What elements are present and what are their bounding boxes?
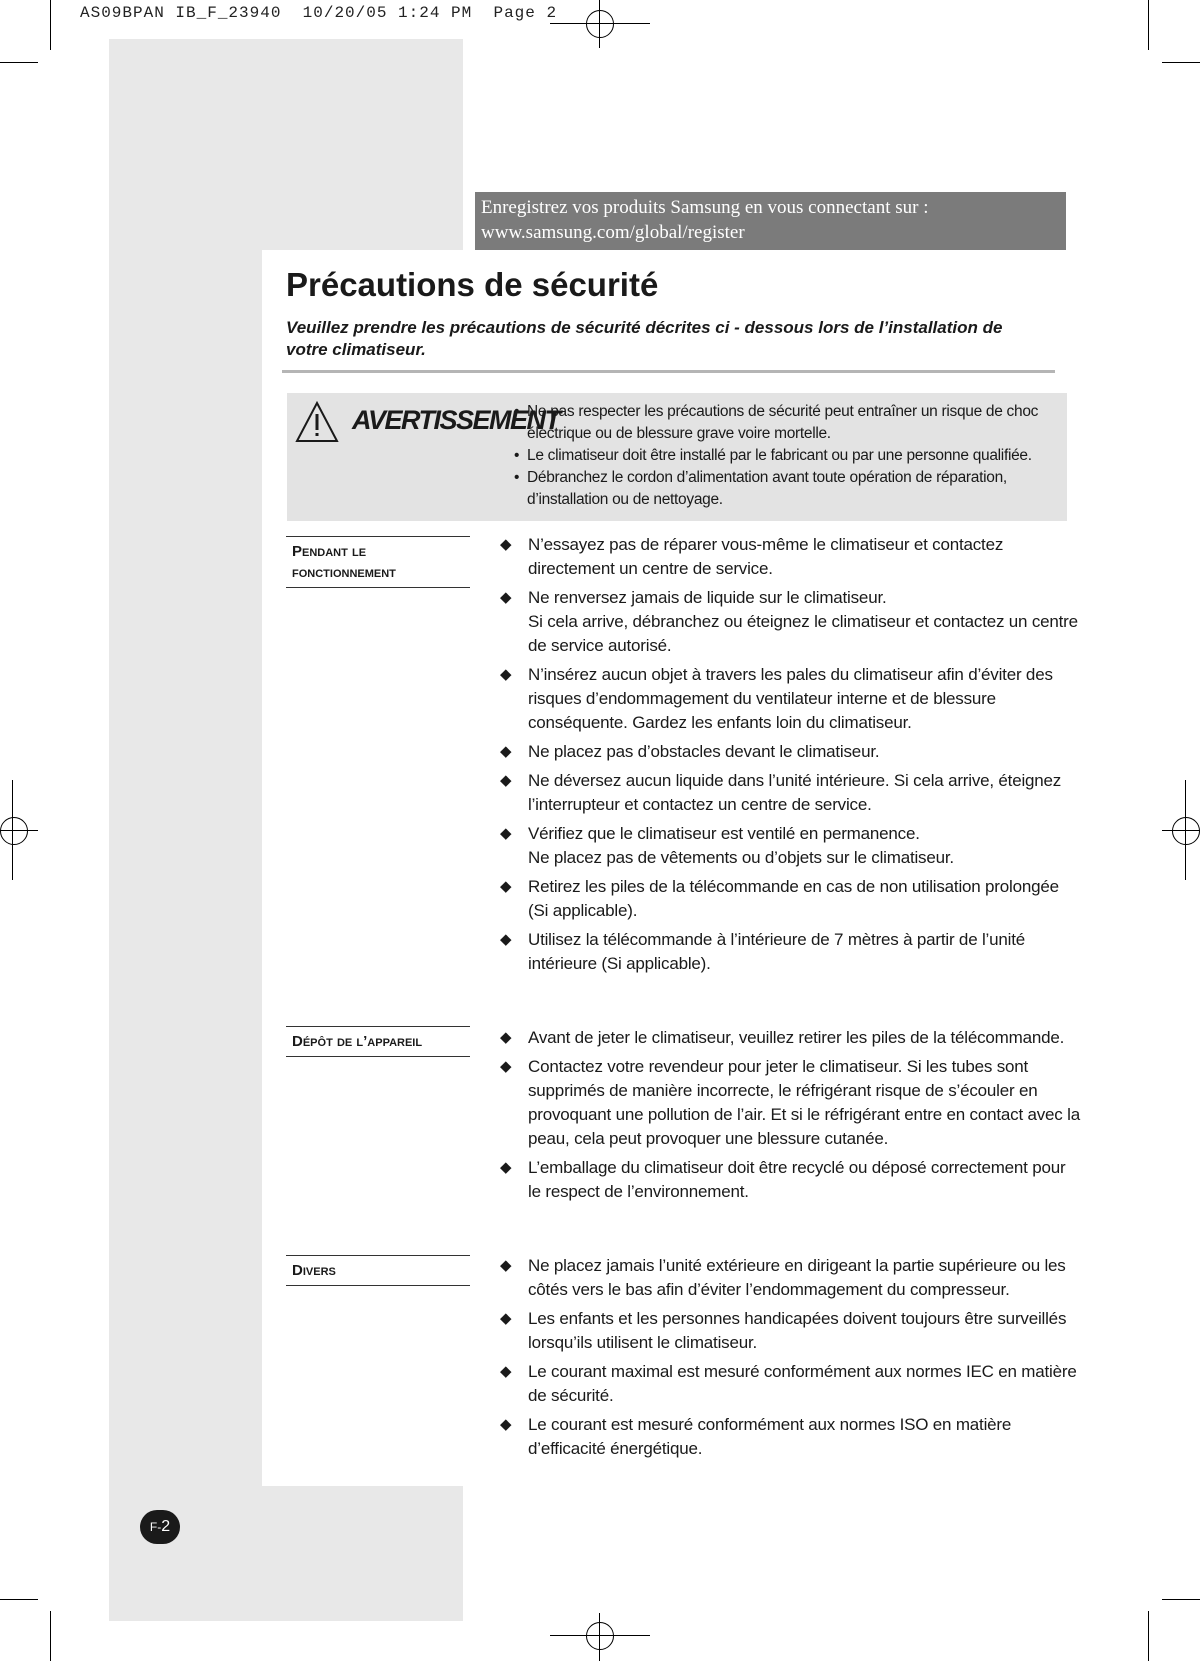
section-heading-line: Dépôt de l’appareil [292,1033,423,1050]
list-item-text: Si cela arrive, débranchez ou éteignez le climatiseur et contactez un centre de service autorisé. [528,612,1078,655]
register-banner [475,192,1066,250]
warning-item: • Ne pas respecter les précautions de sécurité peut entraîner un risque de choc électrique ou de blessure grave voire mortelle. [514,401,1069,445]
list-item [500,533,1080,581]
list-item-text: ◆ Le courant maximal est mesuré conformément aux normes IEC en matière de sécurité. [528,1362,1077,1405]
list-item-text: ◆ Ne placez jamais l’unité extérieure en dirigeant la partie supérieure ou les côtés vers le bas afin d’éviter l’endommagement du compresseur. [528,1256,1066,1299]
list-item [500,1413,1080,1461]
bullet-list-misc [500,1254,1080,1466]
page-number: 2 [161,1518,171,1535]
page-title: Précautions de sécurité [286,266,659,303]
section-heading-misc [286,1255,470,1286]
crop-mark [1148,0,1149,50]
bullet-list-disposal [500,1026,1080,1209]
list-item [500,1055,1080,1151]
registration-line [599,0,600,48]
crop-mark [1162,62,1200,63]
list-item-text: ◆ Contactez votre revendeur pour jeter le climatiseur. Si les tubes sont supprimés de manière incorrecte, le réfrigérant risque de s’écouler en provoquant une pollution de l’air. Et si le réfrigérant entre en contact avec la peau, cela peut provoquer une blessure cutanée. [528,1057,1080,1148]
list-item-text: ◆ Ne déversez aucun liquide dans l’unité intérieure. Si cela arrive, éteignez l’interrupteur et contactez un centre de service. [528,771,1062,814]
crop-mark [0,1599,38,1600]
list-item [500,822,1080,870]
registration-mark [0,817,28,845]
list-item-text: ◆ Ne renversez jamais de liquide sur le climatiseur. [528,588,887,607]
list-item [500,875,1080,923]
page-number-badge [140,1510,180,1544]
crop-mark [1148,1611,1149,1661]
registration-line [1162,830,1200,831]
list-item [500,663,1080,735]
registration-line [550,1635,650,1636]
registration-mark [586,10,614,38]
list-item [500,1307,1080,1355]
list-item [500,1156,1080,1204]
crop-mark [1162,1599,1200,1600]
registration-line [550,23,650,24]
list-item-text: ◆ Les enfants et les personnes handicapées doivent toujours être surveillés lorsqu’ils utilisent le climatiseur. [528,1309,1067,1352]
list-item-text: Ne placez pas de vêtements ou d’objets sur le climatiseur. [528,848,954,867]
section-heading-line: Divers [292,1262,336,1279]
register-text: Enregistrez vos produits Samsung en vous connectant sur : [481,197,929,218]
page-number-prefix: F- [149,1520,162,1534]
list-item-text: ◆ Le courant est mesuré conformément aux normes ISO en matière d’efficacité énergétique. [528,1415,1012,1458]
list-item [500,1026,1080,1050]
bullet-list-operation [500,533,1080,981]
section-heading-disposal [286,1026,470,1057]
print-slug: AS09BPAN IB_F_23940 10/20/05 1:24 PM Page 2 [80,4,558,22]
list-item [500,928,1080,976]
list-item-text: ◆ Vérifiez que le climatiseur est ventilé en permanence. [528,824,920,843]
section-heading-operation [286,536,470,588]
list-item-text: ◆ N’insérez aucun objet à travers les pales du climatiseur afin d’éviter des risques d’endommagement du ventilateur interne et de blessure conséquente. Gardez les enfants loin du climatiseur. [528,665,1053,732]
register-url[interactable]: www.samsung.com/global/register [481,222,745,243]
page-subtitle: Veuillez prendre les précautions de sécurité décrites ci - dessous lors de l’installation de votre climatiseur. [286,318,1003,359]
list-item [500,1360,1080,1408]
registration-line [599,1613,600,1661]
warning-item: • Débranchez le cordon d’alimentation avant toute opération de réparation, d’installation ou de nettoyage. [514,467,1069,511]
registration-line [0,830,38,831]
crop-mark [50,0,51,50]
list-item [500,586,1080,658]
list-item-text: ◆ L’emballage du climatiseur doit être recyclé ou déposé correctement pour le respect de l’environnement. [528,1158,1066,1201]
warning-list [514,401,1069,511]
list-item-text: ◆ N’essayez pas de réparer vous-même le climatiseur et contactez directement un centre de service. [528,535,1004,578]
list-item-text: ◆ Ne placez pas d’obstacles devant le climatiseur. [528,742,880,761]
crop-mark [50,1611,51,1661]
warning-triangle-icon [295,401,339,443]
list-item [500,769,1080,817]
list-item [500,740,1080,764]
warning-item: • Le climatiseur doit être installé par le fabricant ou par une personne qualifiée. [514,445,1069,467]
list-item [500,1254,1080,1302]
list-item-text: ◆ Retirez les piles de la télécommande en cas de non utilisation prolongée (Si applicable). [528,877,1059,920]
list-item-text: ◆ Utilisez la télécommande à l’intérieure de 7 mètres à partir de l’unité intérieure (Si applicable). [528,930,1025,973]
registration-mark [586,1622,614,1650]
section-heading-line: Pendant le [292,543,367,560]
crop-mark [0,62,38,63]
warning-label: AVERTISSEMENT [352,405,560,435]
title-divider [282,370,1055,373]
list-item-text: ◆ Avant de jeter le climatiseur, veuillez retirer les piles de la télécommande. [528,1028,1065,1047]
section-heading-line: fonctionnement [292,564,396,581]
registration-mark [1172,817,1200,845]
